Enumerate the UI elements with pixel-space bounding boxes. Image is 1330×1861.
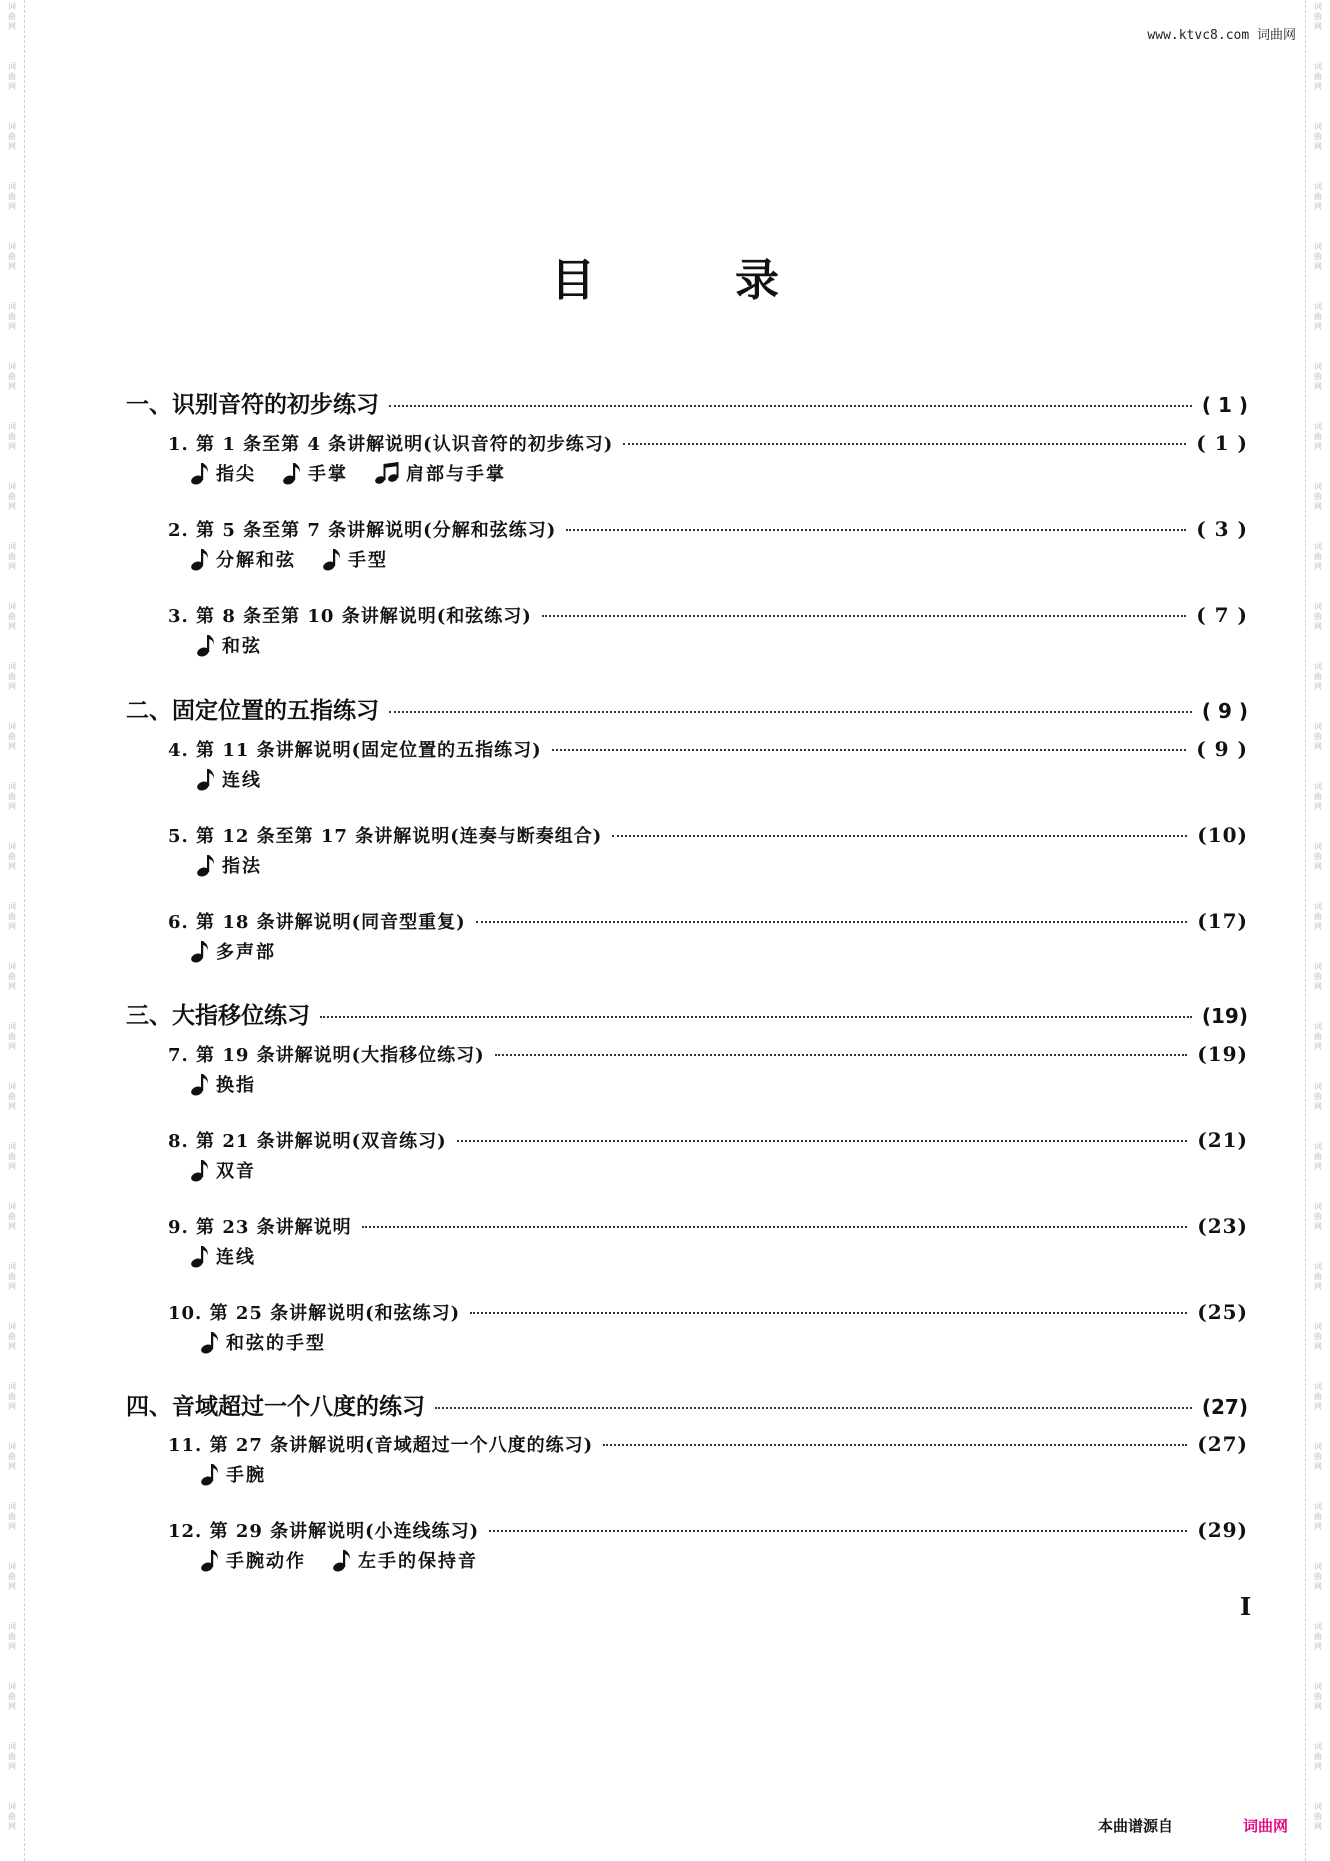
toc-entry[interactable] — [168, 1299, 1248, 1325]
site-url[interactable]: www.ktvc8.com 词曲网 — [1147, 28, 1296, 43]
eighth-note-icon — [196, 633, 216, 657]
toc-page-number: (23) — [1197, 1214, 1248, 1238]
toc-label: 四、音域超过一个八度的练习 — [126, 1394, 425, 1420]
eighth-note-icon — [282, 461, 302, 485]
watermark-text: 词 曲 网 — [8, 302, 16, 331]
watermark-text: 词 曲 网 — [8, 242, 16, 271]
eighth-note-icon — [200, 1330, 220, 1354]
page-number: I — [1240, 1592, 1252, 1621]
page-title: 目录 — [551, 255, 919, 306]
toc-entry[interactable] — [168, 516, 1248, 542]
eighth-note-icon — [322, 547, 342, 571]
toc-entry[interactable] — [168, 602, 1248, 628]
toc-label: 12. 第 29 条讲解说明(小连线练习) — [168, 1521, 480, 1542]
watermark-text: 词 曲 网 — [1314, 1262, 1322, 1291]
subtopic-group — [200, 1547, 478, 1573]
eighth-note-icon — [190, 1072, 210, 1096]
toc-entry[interactable] — [168, 1127, 1248, 1153]
eighth-note-icon — [196, 853, 216, 877]
watermark-text: 词 曲 网 — [1314, 62, 1322, 91]
toc-page-number: (19) — [1201, 1004, 1248, 1028]
eighth-note-icon — [190, 547, 210, 571]
eighth-note-icon — [190, 1244, 210, 1268]
subtopic-label: 双音 — [216, 1161, 256, 1182]
watermark-text: 词 曲 网 — [1314, 362, 1322, 391]
toc-page-number: ( 9 ) — [1201, 699, 1248, 723]
watermark-text: 词 曲 网 — [1314, 842, 1322, 871]
eighth-note-icon — [190, 939, 210, 963]
eighth-note-icon — [190, 1158, 210, 1182]
watermark-text: 词 曲 网 — [8, 1322, 16, 1351]
subtopic-item — [190, 546, 296, 572]
subtopic-group — [196, 632, 262, 658]
watermark-text: 词 曲 网 — [8, 842, 16, 871]
eighth-note-icon — [196, 767, 216, 791]
subtopic-label: 手掌 — [308, 464, 348, 485]
toc-label: 10. 第 25 条讲解说明(和弦练习) — [168, 1303, 461, 1324]
subtopic-label: 连线 — [216, 1247, 256, 1268]
watermark-text: 词 曲 网 — [8, 1082, 16, 1111]
watermark-text: 词 曲 网 — [8, 62, 16, 91]
subtopic-item — [200, 1461, 266, 1487]
dot-leader — [489, 1530, 1187, 1532]
toc-page-number: (10) — [1197, 823, 1248, 847]
subtopic-label: 指尖 — [216, 464, 256, 485]
watermark-text: 词 曲 网 — [8, 902, 16, 931]
subtopic-group — [196, 852, 262, 878]
watermark-text: 词 曲 网 — [1314, 1382, 1322, 1411]
toc-page-number: (27) — [1201, 1395, 1248, 1419]
subtopic-item — [332, 1547, 478, 1573]
watermark-text: 词 曲 网 — [1314, 1442, 1322, 1471]
watermark-text: 词 曲 网 — [8, 122, 16, 151]
toc-page-number: (27) — [1197, 1432, 1248, 1456]
subtopic-item — [196, 766, 262, 792]
toc-section[interactable] — [126, 386, 1248, 419]
beamed-notes-icon — [374, 461, 400, 485]
subtopic-group — [200, 1461, 266, 1487]
watermark-text: 词 曲 网 — [1314, 542, 1322, 571]
dot-leader — [457, 1140, 1188, 1142]
toc-label: 一、识别音符的初步练习 — [126, 392, 379, 418]
toc-label: 5. 第 12 条至第 17 条讲解说明(连奏与断奏组合) — [168, 826, 603, 847]
dot-leader — [435, 1407, 1192, 1409]
subtopic-item — [190, 1071, 256, 1097]
watermark-text: 词 曲 网 — [1314, 1022, 1322, 1051]
toc-label: 11. 第 27 条讲解说明(音域超过一个八度的练习) — [168, 1435, 594, 1456]
toc-label: 三、大指移位练习 — [126, 1003, 310, 1029]
subtopic-label: 手腕 — [226, 1465, 266, 1486]
eighth-note-icon — [190, 461, 210, 485]
subtopic-item — [282, 460, 348, 486]
dot-leader — [623, 443, 1186, 445]
watermark-text: 词 曲 网 — [1314, 1682, 1322, 1711]
toc-label: 1. 第 1 条至第 4 条讲解说明(认识音符的初步练习) — [168, 434, 614, 455]
watermark-text: 词 曲 网 — [8, 1442, 16, 1471]
watermark-text: 词 曲 网 — [1314, 782, 1322, 811]
dot-leader — [603, 1444, 1187, 1446]
subtopic-label: 和弦 — [222, 636, 262, 657]
watermark-text: 词 曲 网 — [8, 1382, 16, 1411]
watermark-text: 词 曲 网 — [1314, 602, 1322, 631]
subtopic-item — [374, 460, 506, 486]
watermark-text: 词 曲 网 — [8, 1622, 16, 1651]
watermark-text: 词 曲 网 — [1314, 1142, 1322, 1171]
subtopic-label: 手型 — [348, 550, 388, 571]
watermark-text: 词 曲 网 — [8, 1202, 16, 1231]
footer-source: 本曲谱源自 — [1098, 1817, 1174, 1835]
watermark-text: 词 曲 网 — [1314, 1202, 1322, 1231]
subtopic-label: 多声部 — [216, 942, 276, 963]
toc-label: 7. 第 19 条讲解说明(大指移位练习) — [168, 1045, 485, 1066]
watermark-text: 词 曲 网 — [8, 1682, 16, 1711]
subtopic-label: 分解和弦 — [216, 550, 296, 571]
watermark-text: 词 曲 网 — [1314, 1502, 1322, 1531]
watermark-text: 词 曲 网 — [1314, 242, 1322, 271]
dot-leader — [566, 529, 1186, 531]
watermark-text: 词 曲 网 — [8, 482, 16, 511]
toc-page-number: (17) — [1197, 909, 1248, 933]
toc-page-number: (29) — [1197, 1518, 1248, 1542]
toc-entry[interactable] — [168, 736, 1248, 762]
watermark-text: 词 曲 网 — [8, 1502, 16, 1531]
watermark-text: 词 曲 网 — [8, 1742, 16, 1771]
subtopic-group — [190, 1157, 256, 1183]
watermark-text: 词 曲 网 — [1314, 2, 1322, 31]
subtopic-label: 指法 — [222, 856, 262, 877]
subtopic-item — [190, 460, 256, 486]
dot-leader — [495, 1054, 1188, 1056]
dot-leader — [542, 615, 1186, 617]
footer-brand[interactable]: 词曲网 — [1243, 1817, 1289, 1835]
watermark-text: 词 曲 网 — [1314, 182, 1322, 211]
toc-label: 二、固定位置的五指练习 — [126, 698, 379, 724]
watermark-text: 词 曲 网 — [8, 1022, 16, 1051]
toc-page-number: ( 3 ) — [1196, 517, 1248, 541]
watermark-text: 词 曲 网 — [1314, 302, 1322, 331]
watermark-text: 词 曲 网 — [1314, 1082, 1322, 1111]
subtopic-label: 肩部与手掌 — [406, 464, 506, 485]
dot-leader — [320, 1016, 1192, 1018]
toc-label: 6. 第 18 条讲解说明(同音型重复) — [168, 912, 466, 933]
toc-label: 8. 第 21 条讲解说明(双音练习) — [168, 1131, 447, 1152]
subtopic-item — [196, 852, 262, 878]
subtopic-group — [196, 766, 262, 792]
subtopic-item — [190, 1157, 256, 1183]
subtopic-group — [190, 1071, 256, 1097]
dot-leader — [389, 405, 1192, 407]
toc-page-number: ( 9 ) — [1196, 737, 1248, 761]
subtopic-item — [190, 1243, 256, 1269]
dot-leader — [470, 1312, 1187, 1314]
watermark-text: 词 曲 网 — [1314, 722, 1322, 751]
toc-page-number: (25) — [1197, 1300, 1248, 1324]
subtopic-label: 手腕动作 — [226, 1551, 306, 1572]
toc-label: 3. 第 8 条至第 10 条讲解说明(和弦练习) — [168, 606, 532, 627]
watermark-text: 词 曲 网 — [8, 542, 16, 571]
toc-section[interactable] — [126, 997, 1248, 1030]
watermark-text: 词 曲 网 — [1314, 482, 1322, 511]
eighth-note-icon — [200, 1462, 220, 1486]
watermark-text: 词 曲 网 — [8, 962, 16, 991]
subtopic-group — [190, 938, 276, 964]
subtopic-item — [322, 546, 388, 572]
watermark-text: 词 曲 网 — [8, 1802, 16, 1831]
subtopic-item — [200, 1547, 306, 1573]
watermark-text: 词 曲 网 — [8, 782, 16, 811]
toc-entry[interactable] — [168, 1041, 1248, 1067]
toc-page-number: ( 1 ) — [1196, 431, 1248, 455]
watermark-text: 词 曲 网 — [8, 1562, 16, 1591]
subtopic-group — [190, 1243, 256, 1269]
subtopic-label: 连线 — [222, 770, 262, 791]
toc-label: 2. 第 5 条至第 7 条讲解说明(分解和弦练习) — [168, 520, 557, 541]
watermark-text: 词 曲 网 — [1314, 1322, 1322, 1351]
toc-entry[interactable] — [168, 1431, 1248, 1457]
subtopic-group — [190, 546, 388, 572]
watermark-text: 词 曲 网 — [8, 662, 16, 691]
watermark-text: 词 曲 网 — [8, 1262, 16, 1291]
watermark-text: 词 曲 网 — [8, 602, 16, 631]
eighth-note-icon — [200, 1548, 220, 1572]
toc-page-number: (21) — [1197, 1128, 1248, 1152]
watermark-text: 词 曲 网 — [1314, 1802, 1322, 1831]
watermark-text: 词 曲 网 — [1314, 902, 1322, 931]
dot-leader — [362, 1226, 1188, 1228]
watermark-text: 词 曲 网 — [1314, 1562, 1322, 1591]
dot-leader — [612, 835, 1187, 837]
watermark-text: 词 曲 网 — [8, 1142, 16, 1171]
watermark-text: 词 曲 网 — [1314, 122, 1322, 151]
dot-leader — [552, 749, 1187, 751]
watermark-text: 词 曲 网 — [1314, 422, 1322, 451]
subtopic-item — [196, 632, 262, 658]
subtopic-group — [190, 460, 506, 486]
watermark-text: 词 曲 网 — [1314, 1622, 1322, 1651]
watermark-text: 词 曲 网 — [1314, 1742, 1322, 1771]
watermark-text: 词 曲 网 — [8, 2, 16, 31]
dot-leader — [476, 921, 1188, 923]
subtopic-label: 换指 — [216, 1075, 256, 1096]
subtopic-label: 左手的保持音 — [358, 1551, 478, 1572]
toc-entry[interactable] — [168, 908, 1248, 934]
dot-leader — [389, 711, 1192, 713]
toc-entry[interactable] — [168, 1213, 1248, 1239]
watermark-text: 词 曲 网 — [8, 362, 16, 391]
watermark-text: 词 曲 网 — [8, 422, 16, 451]
watermark-text: 词 曲 网 — [8, 182, 16, 211]
toc-entry[interactable] — [168, 822, 1248, 848]
subtopic-item — [190, 938, 276, 964]
watermark-text: 词 曲 网 — [1314, 662, 1322, 691]
subtopic-label: 和弦的手型 — [226, 1333, 326, 1354]
subtopic-group — [200, 1329, 326, 1355]
subtopic-item — [200, 1329, 326, 1355]
watermark-text: 词 曲 网 — [8, 722, 16, 751]
toc-section[interactable] — [126, 1388, 1248, 1421]
toc-page-number: ( 1 ) — [1201, 393, 1248, 417]
toc-entry[interactable] — [168, 1517, 1248, 1543]
toc-page-number: (19) — [1197, 1042, 1248, 1066]
toc-section[interactable] — [126, 692, 1248, 725]
toc-label: 4. 第 11 条讲解说明(固定位置的五指练习) — [168, 740, 542, 761]
toc-label: 9. 第 23 条讲解说明 — [168, 1217, 352, 1238]
watermark-text: 词 曲 网 — [1314, 962, 1322, 991]
toc-entry[interactable] — [168, 430, 1248, 456]
eighth-note-icon — [332, 1548, 352, 1572]
toc-page-number: ( 7 ) — [1196, 603, 1248, 627]
